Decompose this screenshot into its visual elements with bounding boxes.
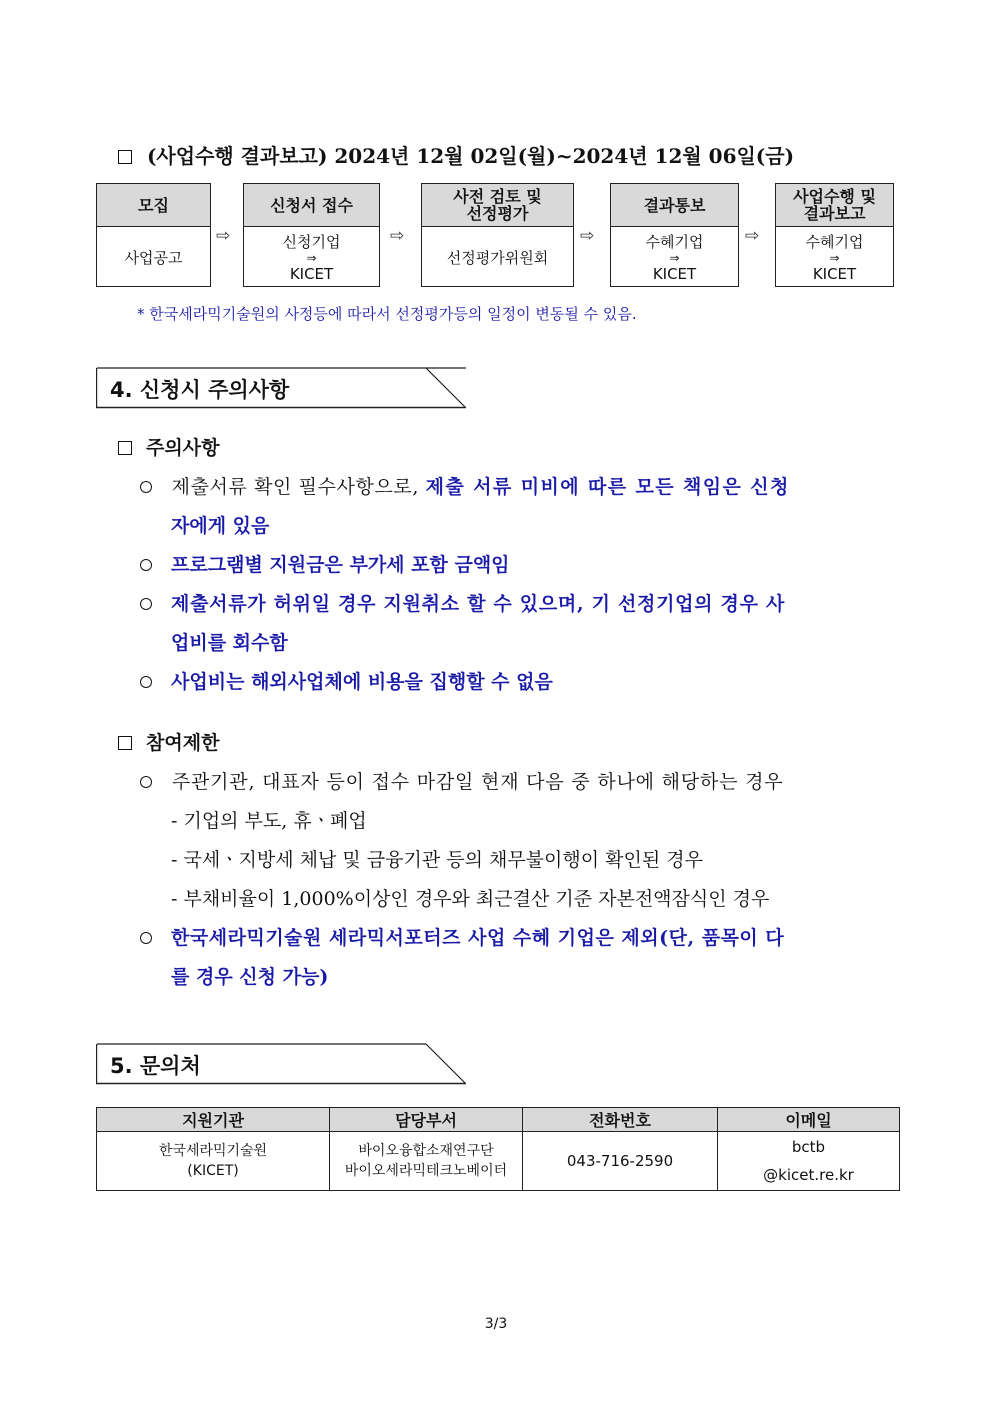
email-local: bctb [791, 1138, 826, 1156]
restriction-item [140, 767, 783, 794]
circle-bullet-icon [140, 776, 152, 788]
caution-item-text: 사업비는 해외사업체에 비용을 집행할 수 없음 [171, 671, 553, 693]
column-header: 전화번호 [523, 1108, 718, 1132]
cautions-heading [118, 433, 219, 460]
schedule-heading [118, 140, 794, 169]
caution-item-text: 제출서류가 허위일 경우 지원취소 할 수 있으며, 기 선정기업의 경우 사 [171, 593, 786, 615]
column-header: 지원기관 [97, 1108, 330, 1132]
flow-step-body: KICET [652, 264, 697, 283]
caution-item-continuation: 업비를 회수함 [171, 632, 288, 654]
caution-item [140, 472, 790, 499]
checkbox-icon [118, 150, 132, 164]
restriction-subitem: - 국세ㆍ지방세 체납 및 금융기관 등의 채무불이행이 확인된 경우 [171, 849, 703, 871]
restrictions-heading [118, 728, 219, 755]
flow-arrow-icon: ⇨ [745, 226, 760, 246]
caution-item [140, 667, 553, 694]
flow-step-body: 선정평가위원회 [446, 248, 549, 267]
restriction-item-text: 한국세라믹기술원 세라믹서포터즈 사업 수혜 기업은 제외(단, 품목이 다 [171, 927, 785, 949]
cautions-heading-text: 주의사항 [146, 437, 220, 459]
right-double-arrow-icon: ⇒ [306, 250, 317, 265]
dept-name: 바이오융합소재연구단 [358, 1143, 494, 1159]
flow-step-body: KICET [812, 264, 857, 283]
section-5-title: 5. 문의처 [110, 1054, 201, 1078]
flow-step-body: 수혜기업 [805, 232, 864, 251]
flow-step-body: 사업공고 [124, 248, 183, 267]
restriction-item-text: 주관기관, 대표자 등이 접수 마감일 현재 다음 중 하나에 해당하는 경우 [171, 771, 784, 793]
restrictions-heading-text: 참여제한 [146, 732, 220, 754]
flow-arrow-icon: ⇨ [216, 226, 231, 246]
section-5-header [96, 1043, 466, 1085]
circle-bullet-icon [140, 559, 152, 571]
flow-step-title: 사전 검토 및 [453, 187, 542, 206]
flow-arrow-icon: ⇨ [390, 226, 405, 246]
dept-cell [330, 1132, 523, 1191]
column-header: 이메일 [718, 1108, 900, 1132]
restriction-item [140, 923, 784, 950]
flow-step-title: 사업수행 및 [793, 187, 876, 206]
flow-step-recruit [96, 183, 211, 287]
circle-bullet-icon [140, 481, 152, 493]
caution-item [140, 589, 785, 616]
flow-step-title: 선정평가 [466, 204, 529, 223]
restriction-subitem: - 부채비율이 1,000%이상인 경우와 최근결산 기준 자본전액잠식인 경우 [171, 888, 770, 910]
flow-step-review [421, 183, 574, 287]
table-header-row [97, 1108, 900, 1132]
flow-step-body: 신청기업 [282, 232, 341, 251]
caution-item-text: 제출서류 확인 필수사항으로, [171, 476, 426, 498]
flow-step-body: 수혜기업 [645, 232, 704, 251]
caution-item-emphasis: 제출 서류 미비에 따른 모든 책임은 신청 [425, 476, 790, 498]
circle-bullet-icon [140, 932, 152, 944]
email-cell[interactable] [718, 1132, 900, 1191]
org-name: 한국세라믹기술원 [158, 1143, 268, 1159]
phone-cell: 043-716-2590 [523, 1132, 718, 1191]
flow-step-title: 모집 [97, 184, 210, 227]
section-4-title: 4. 신청시 주의사항 [110, 378, 290, 402]
checkbox-icon [118, 441, 132, 455]
caution-item [140, 550, 510, 577]
section-4-header [96, 367, 466, 409]
dept-subname: 바이오세라믹테크노베이터 [344, 1163, 508, 1179]
checkbox-icon [118, 736, 132, 750]
circle-bullet-icon [140, 676, 152, 688]
org-cell [97, 1132, 330, 1191]
flow-step-body: KICET [289, 264, 334, 283]
email-domain: @kicet.re.kr [763, 1166, 854, 1184]
flow-step-report [775, 183, 894, 287]
flow-step-notification [610, 183, 739, 287]
flow-arrow-icon: ⇨ [580, 226, 595, 246]
caution-item-continuation: 자에게 있음 [171, 515, 270, 537]
right-double-arrow-icon: ⇒ [669, 250, 680, 265]
table-row [97, 1132, 900, 1191]
flow-step-title: 결과보고 [803, 204, 866, 223]
circle-bullet-icon [140, 598, 152, 610]
contact-table [96, 1107, 900, 1191]
schedule-note: * 한국세라믹기술원의 사정등에 따라서 선정평가등의 일정이 변동될 수 있음. [137, 305, 637, 323]
flow-step-title: 결과통보 [611, 184, 738, 227]
flow-step-title: 신청서 접수 [244, 184, 379, 227]
org-abbr: (KICET) [187, 1163, 239, 1179]
schedule-heading-text: (사업수행 결과보고) 2024년 12월 02일(월)~2024년 12월 06일(금) [146, 144, 795, 168]
caution-item-text: 프로그램별 지원금은 부가세 포함 금액임 [171, 554, 510, 576]
flow-step-application [243, 183, 380, 287]
column-header: 담당부서 [330, 1108, 523, 1132]
page-number: 3/3 [484, 1316, 508, 1332]
restriction-subitem: - 기업의 부도, 휴ㆍ폐업 [171, 810, 367, 832]
restriction-item-continuation: 를 경우 신청 가능) [171, 966, 329, 988]
right-double-arrow-icon: ⇒ [829, 250, 840, 265]
